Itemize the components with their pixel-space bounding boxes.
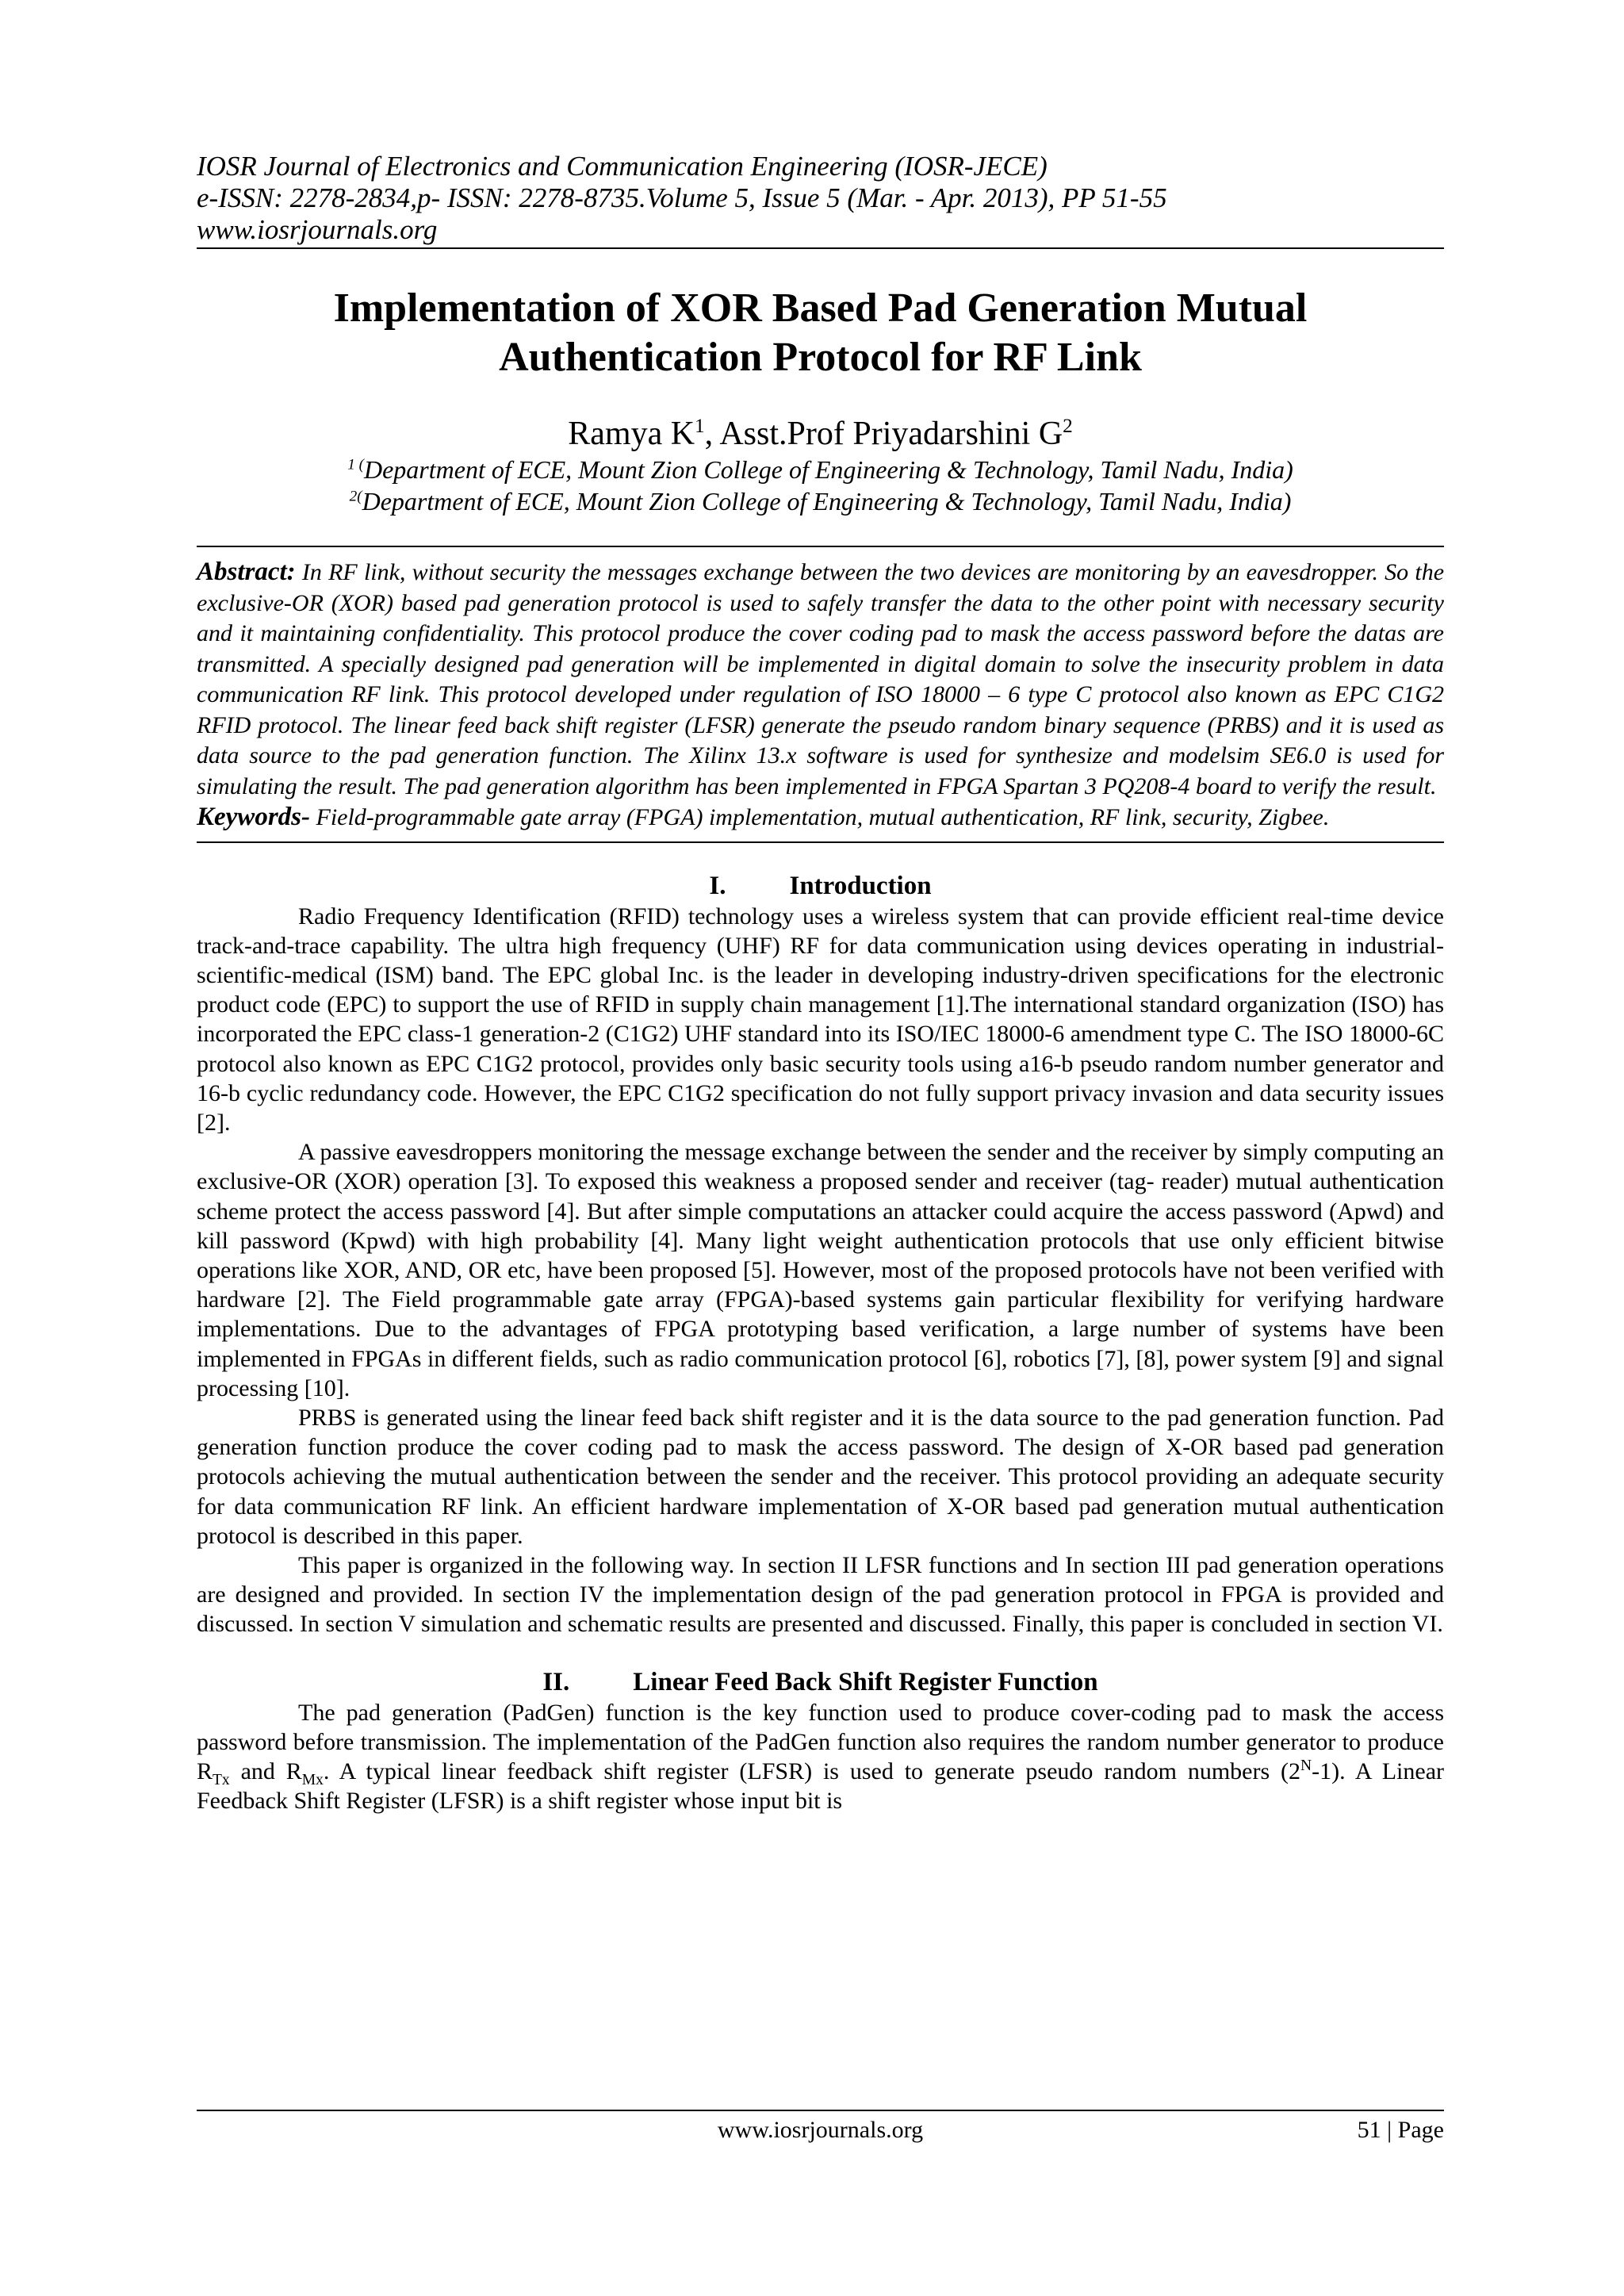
author-2: Asst.Prof Priyadarshini G <box>719 416 1063 452</box>
keywords-label: Keywords- <box>197 803 310 831</box>
subscript: Mx <box>301 1771 324 1788</box>
superscript: N <box>1300 1757 1312 1774</box>
paper-page <box>197 151 1444 1815</box>
page-number: 51 | Page <box>1357 2117 1444 2143</box>
text-run: . A typical linear feedback shift register (LFSR) is used to generate pseudo random numbers (2 <box>323 1757 1301 1784</box>
journal-name: IOSR Journal of Electronics and Communication Engineering (IOSR-JECE) <box>197 151 1048 182</box>
author-list <box>197 414 1444 454</box>
affiliation-1-text: Department of ECE, Mount Zion College of Engineering & Technology, Tamil Nadu, India) <box>363 455 1293 484</box>
keywords <box>197 802 1444 834</box>
affiliation-2 <box>197 485 1444 517</box>
affiliation-1-mark: 1 ( <box>347 456 364 473</box>
affiliation-1 <box>197 454 1444 485</box>
section-2-number: II. <box>542 1667 570 1696</box>
journal-header <box>197 151 1444 246</box>
paragraph: Radio Frequency Identification (RFID) technology uses a wireless system that can provide efficient real-time device track-and-trace capability. The ultra high frequency (UHF) RF for data communication using devices operating in industrial-scientific-medical (ISM) band. The EPC global Inc. is the leader in developing industry-driven specifications for the electronic product code (EPC) to support the use of RFID in supply chain management [1].The international standard organization (ISO) has incorporated the EPC class-1 generation-2 (C1G2) UHF standard into its ISO/IEC 18000-6 amendment type C. The ISO 18000-6C protocol also known as EPC C1G2 protocol, provides only basic security tools using a16-b pseudo random number generator and 16-b cyclic redundancy code. However, the EPC C1G2 specification do not fully support privacy invasion and data security issues [2]. <box>197 903 1444 1136</box>
affiliation-2-text: Department of ECE, Mount Zion College of Engineering & Technology, Tamil Nadu, India) <box>362 487 1292 516</box>
journal-issn: e-ISSN: 2278-2834,p- ISSN: 2278-8735.Volume 5, Issue 5 (Mar. - Apr. 2013), PP 51-55 <box>197 182 1167 213</box>
affiliation-2-mark: 2( <box>349 488 362 505</box>
abstract-text: In RF link, without security the messages exchange between the two devices are monitoring by an eavesdropper. So the exclusive-OR (XOR) based pad generation protocol is used to safely transfer the data to the other point with necessary security and it maintaining confidentiality. This protocol produce the cover coding pad to mask the access password before the datas are transmitted. A specially designed pad generation will be implemented in digital domain to solve the insecurity problem in data communication RF link. This protocol developed under regulation of ISO 18000 – 6 type C protocol also known as EPC C1G2 RFID protocol. The linear feed back shift register (LFSR) generate the pseudo random binary sequence (PRBS) and it is used as data source to the pad generation function. The Xilinx 13.x software is used for synthesize and modelsim SE6.0 is used for simulating the result. The pad generation algorithm has been implemented in FPGA Spartan 3 PQ208-4 board to verify the result. <box>197 559 1445 799</box>
section-1-number: I. <box>709 871 726 900</box>
section-1-body <box>197 902 1444 1639</box>
footer-site: www.iosrjournals.org <box>717 2117 924 2143</box>
paragraph: PRBS is generated using the linear feed back shift register and it is the data source to the pad generation function. Pad generation function produce the cover coding pad to mask the access password. The design of X-OR based pad generation protocols achieving the mutual authentication between the sender and the receiver. This protocol providing an adequate security for data communication RF link. An efficient hardware implementation of X-OR based pad generation mutual authentication protocol is described in this paper. <box>197 1404 1444 1549</box>
abstract-block <box>197 546 1444 843</box>
paragraph: This paper is organized in the following way. In section II LFSR functions and In section III pad generation operations are designed and provided. In section IV the implementation design of the pad generation protocol in FPGA is provided and discussed. In section V simulation and schematic results are presented and discussed. Finally, this paper is concluded in section VI. <box>197 1551 1444 1638</box>
paragraph <box>197 1698 1444 1816</box>
keywords-text: Field-programmable gate array (FPGA) implementation, mutual authentication, RF link, security, Zigbee. <box>316 804 1330 830</box>
author-2-affil-mark: 2 <box>1063 416 1073 437</box>
paragraph: A passive eavesdroppers monitoring the message exchange between the sender and the receiver by simply computing an exclusive-OR (XOR) operation [3]. To exposed this weakness a proposed sender and receiver (tag- reader) mutual authentication scheme protect the access password [4]. But after simple computations an attacker could acquire the access password (Apwd) and kill password (Kpwd) with high probability [4]. Many light weight authentication protocols that use only efficient bitwise operations like XOR, AND, OR etc, have been proposed [5]. However, most of the proposed protocols have not been verified with hardware [2]. The Field programmable gate array (FPGA)-based systems gain particular flexibility for verifying hardware implementations. Due to the advantages of FPGA prototyping based verification, a large number of systems have been implemented in FPGAs in different fields, such as radio communication protocol [6], robotics [7], [8], power system [9] and signal processing [10]. <box>197 1139 1444 1401</box>
author-separator: , <box>704 416 720 452</box>
title-line-2: Authentication Protocol for RF Link <box>499 335 1142 380</box>
section-2-body <box>197 1698 1444 1816</box>
paper-title <box>197 284 1444 382</box>
section-1-title: Introduction <box>789 871 932 900</box>
title-line-1: Implementation of XOR Based Pad Generation Mutual <box>333 286 1308 331</box>
section-2-heading <box>197 1666 1444 1698</box>
text-run: -1). A Linear Feedback Shift Register (LFSR) is a shift register whose input bit is <box>197 1757 1444 1815</box>
journal-url: www.iosrjournals.org <box>197 214 438 245</box>
text-run: and R <box>229 1757 302 1784</box>
page-footer <box>197 2110 1444 2143</box>
author-1-affil-mark: 1 <box>695 416 705 437</box>
subscript: Tx <box>213 1771 230 1788</box>
header-rule <box>197 247 1444 249</box>
section-2-title: Linear Feed Back Shift Register Function <box>633 1667 1098 1696</box>
author-1: Ramya K <box>568 416 695 452</box>
text-run: The pad generation (PadGen) function is the key function used to produce cover-coding pad to mask the access password before transmission. The implementation of the PadGen function also requires the random number generator to produce R <box>197 1699 1444 1784</box>
abstract-label: Abstract: <box>197 558 296 586</box>
abstract <box>197 557 1444 802</box>
section-1-heading <box>197 870 1444 902</box>
